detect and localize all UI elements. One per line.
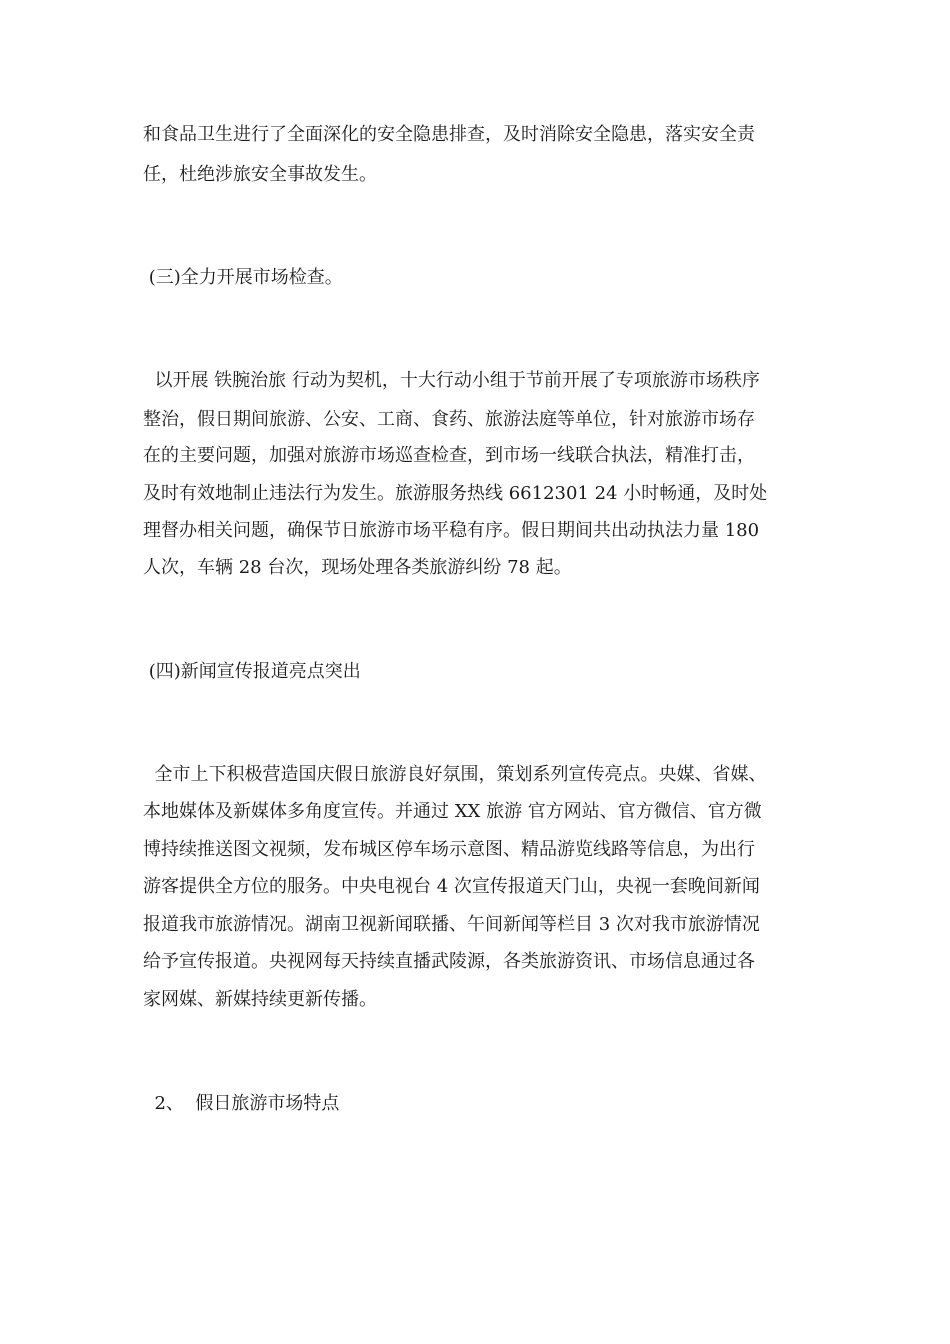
para2-line-1: 以开展 铁腕治旅 行动为契机，十大行动小组于节前开展了专项旅游市场秩序 [143, 370, 760, 391]
para3-line-1: 全市上下积极营造国庆假日旅游良好氛围，策划系列宣传亮点。央媒、省媒、 [143, 764, 767, 785]
para1-line-1: 和食品卫生进行了全面深化的安全隐患排查，及时消除安全隐患，落实安全责 [143, 124, 755, 145]
para3-line-5: 报道我市旅游情况。湖南卫视新闻联播、午间新闻等栏目 3 次对我市旅游情况 [143, 914, 760, 935]
para2-line-3: 在的主要问题，加强对旅游市场巡查检查，到市场一线联合执法，精准打击， [143, 445, 755, 466]
section-heading-4: (四)新闻宣传报道亮点突出 [143, 661, 361, 682]
para2-line-2: 整治，假日期间旅游、公安、工商、食药、旅游法庭等单位，针对旅游市场存 [143, 409, 755, 430]
para3-line-3: 博持续推送图文视频，发布城区停车场示意图、精品游览线路等信息，为出行 [143, 839, 755, 860]
para3-line-7: 家网媒、新媒持续更新传播。 [143, 989, 377, 1010]
para2-line-6: 人次，车辆 28 台次，现场处理各类旅游纠纷 78 起。 [143, 557, 572, 578]
para1-line-2: 任，杜绝涉旅安全事故发生。 [143, 164, 377, 185]
para2-line-4: 及时有效地制止违法行为发生。旅游服务热线 6612301 24 小时畅通，及时处 [143, 483, 768, 504]
section-heading-3: (三)全力开展市场检查。 [143, 267, 343, 288]
para3-line-2: 本地媒体及新媒体多角度宣传。并通过 XX 旅游 官方网站、官方微信、官方微 [143, 801, 762, 822]
para3-line-6: 给予宣传报道。央视网每天持续直播武陵源，各类旅游资讯、市场信息通过各 [143, 951, 755, 972]
para3-line-4: 游客提供全方位的服务。中央电视台 4 次宣传报道天门山，央视一套晚间新闻 [143, 876, 760, 897]
section-heading-2: 2、 假日旅游市场特点 [143, 1093, 340, 1114]
para2-line-5: 理督办相关问题，确保节日旅游市场平稳有序。假日期间共出动执法力量 180 [143, 520, 760, 541]
